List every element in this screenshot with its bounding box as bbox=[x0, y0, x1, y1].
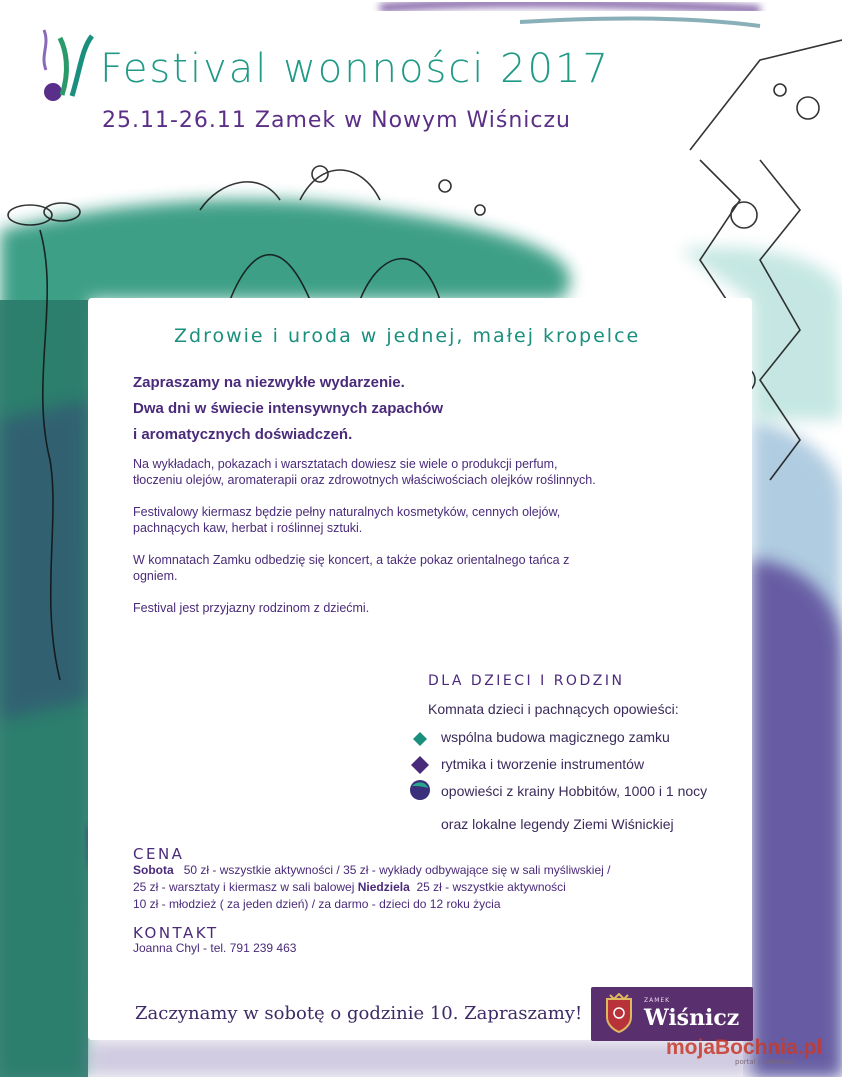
saturday-price: 50 zł - wszystkie aktywności / 35 zł - wykłady odbywające się w sali myśliwskiej / bbox=[183, 863, 611, 877]
purple-diamond-bullet-icon bbox=[410, 755, 430, 775]
kids-list-item: wspólna budowa magicznego zamku bbox=[441, 729, 670, 745]
price-details bbox=[133, 862, 693, 913]
sunday-label: Niedziela bbox=[357, 880, 410, 894]
kids-list-item: opowieści z krainy Hobbitów, 1000 i 1 nocy bbox=[441, 783, 708, 799]
contact-info: Joanna Chyl - tel. 791 239 463 bbox=[133, 941, 297, 955]
logo-name: Wiśnicz bbox=[644, 1005, 740, 1031]
footer-tagline: Zaczynamy w sobotę o godzinie 10. Zapraszamy! bbox=[135, 1003, 583, 1024]
paragraph: Festival jest przyjazny rodzinom z dziećmi. bbox=[133, 601, 370, 615]
headline: Zdrowie i uroda w jednej, małej kropelce bbox=[174, 325, 641, 347]
teal-diamond-bullet-icon bbox=[412, 731, 428, 747]
paragraph: Na wykładach, pokazach i warsztatach dowiesz sie wiele o produkcji perfum, tłoczeniu olejów, aromaterapii oraz zdrowotnych właściwościach olejków roślinnych. bbox=[133, 457, 596, 487]
price-section-title: CENA bbox=[133, 845, 185, 863]
lead-line: Zapraszamy na niezwykłe wydarzenie. bbox=[133, 374, 405, 391]
lead-text bbox=[133, 370, 653, 448]
logo-small-text: ZAMEK bbox=[644, 997, 671, 1004]
contact-section-title: KONTAKT bbox=[133, 924, 219, 942]
paragraph: W komnatach Zamku odbedzię się koncert, a także pokaz orientalnego tańca z ogniem. bbox=[133, 553, 570, 583]
description bbox=[133, 456, 603, 632]
lead-line: Dwa dni w świecie intensywnych zapachów bbox=[133, 400, 444, 417]
workshops-price: 25 zł - warsztaty i kiermasz w sali balowej bbox=[133, 880, 355, 894]
watermark: mojaBochnia.pl bbox=[666, 1036, 823, 1059]
kids-intro: Komnata dzieci i pachnących opowieści: bbox=[428, 701, 679, 717]
paragraph: Festivalowy kiermasz będzie pełny naturalnych kosmetyków, cennych olejów, pachnących kaw, herbat i roślinnej sztuki. bbox=[133, 505, 561, 535]
plant-logo-icon bbox=[44, 30, 92, 101]
mixed-drop-bullet-icon bbox=[408, 778, 432, 802]
coat-of-arms-icon bbox=[604, 993, 634, 1033]
lead-line: i aromatycznych doświadczeń. bbox=[133, 426, 353, 443]
kids-section-title: DLA DZIECI I RODZIN bbox=[428, 673, 625, 689]
watermark-subtitle: portal | telewizja bbox=[735, 1058, 794, 1066]
youth-price: 10 zł - młodzież ( za jeden dzień) / za darmo - dzieci do 12 roku życia bbox=[133, 897, 501, 911]
sunday-price: 25 zł - wszystkie aktywności bbox=[416, 880, 566, 894]
kids-list-item: oraz lokalne legendy Ziemi Wiśnickiej bbox=[441, 816, 674, 832]
kids-list-item: rytmika i tworzenie instrumentów bbox=[441, 756, 645, 772]
festival-dates-location: 25.11-26.11 Zamek w Nowym Wiśniczu bbox=[102, 108, 571, 133]
festival-title: Festival wonności 2017 bbox=[100, 46, 610, 92]
saturday-label: Sobota bbox=[133, 863, 174, 877]
